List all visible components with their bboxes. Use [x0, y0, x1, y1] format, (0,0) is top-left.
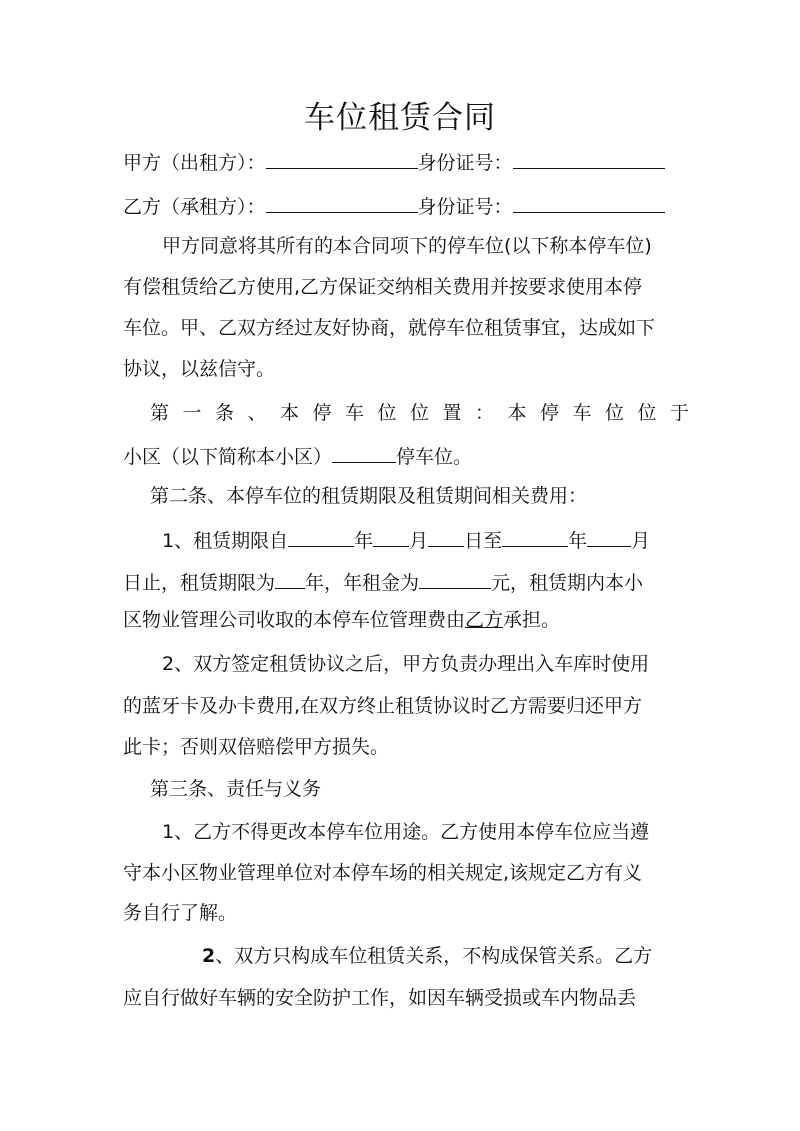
term-text: 日止，租赁期限为	[123, 572, 276, 594]
item-number: 2	[202, 945, 216, 967]
article3-item1-line: 1、乙方不得更改本停车位用途。乙方使用本停车位应当遵	[162, 821, 650, 843]
intro-line: 甲方同意将其所有的本合同项下的停车位(以下称本停车位)	[162, 235, 652, 257]
party-b-id-blank[interactable]	[513, 190, 665, 213]
start-month-blank[interactable]	[373, 524, 409, 547]
annual-rent-blank[interactable]	[419, 566, 491, 589]
term-text: 年	[354, 530, 374, 552]
term-text: 年	[568, 530, 588, 552]
term-text: 承担。	[503, 609, 561, 631]
party-b-line	[123, 190, 683, 221]
article1-text: 停车位。	[396, 446, 473, 468]
article1-line	[123, 440, 683, 471]
article3-heading: 第三条、责任与义务	[150, 778, 322, 800]
document-title: 车位租赁合同	[304, 100, 496, 136]
article2-item1-line	[162, 524, 722, 555]
term-text: 日至	[464, 530, 503, 552]
end-month-blank[interactable]	[587, 524, 631, 547]
party-b-name-blank[interactable]	[266, 190, 418, 213]
party-a-id-blank[interactable]	[513, 146, 665, 169]
intro-line: 车位。甲、乙双方经过友好协商，就停车位租赁事宜，达成如下	[123, 317, 656, 339]
article2-item2-line: 的蓝牙卡及办卡费用,在双方终止租赁协议时乙方需要归还甲方	[123, 695, 643, 717]
article2-item1-line	[123, 606, 683, 634]
party-b-label: 乙方（承租方）：	[123, 196, 266, 218]
party-a-name-blank[interactable]	[266, 146, 418, 169]
term-text: 元，租赁期内本小	[491, 572, 644, 594]
party-a-label: 甲方（出租方）：	[123, 152, 266, 174]
start-year-blank[interactable]	[288, 524, 354, 547]
parking-number-blank[interactable]	[332, 440, 396, 463]
article1-line: 第一条、本停车位位置：本停车位位于	[150, 402, 703, 424]
party-a-id-label: 身份证号：	[417, 152, 513, 174]
start-day-blank[interactable]	[428, 524, 464, 547]
fee-payer: 乙方	[465, 609, 504, 631]
party-b-id-label: 身份证号：	[417, 196, 513, 218]
intro-line: 有偿租赁给乙方使用,乙方保证交纳相关费用并按要求使用本停	[123, 276, 643, 298]
term-years-blank[interactable]	[275, 566, 305, 589]
article2-item2-line: 此卡；否则双倍赔偿甲方损失。	[123, 736, 390, 758]
article3-item1-line: 守本小区物业管理单位对本停车场的相关规定,该规定乙方有义	[123, 862, 643, 884]
article3-item2-line: 应自行做好车辆的安全防护工作，如因车辆受损或车内物品丢	[123, 987, 637, 1009]
article2-item1-line	[123, 566, 683, 597]
article3-text: 、双方只构成车位租赁关系，不构成保管关系。乙方	[215, 945, 653, 967]
term-text: 区物业管理公司收取的本停车位管理费由	[123, 609, 466, 631]
article2-item2-line: 2、双方签定租赁协议之后，甲方负责办理出入车库时使用	[162, 653, 650, 675]
article3-item1-line: 务自行了解。	[123, 902, 238, 924]
article3-item2-line	[202, 942, 762, 970]
end-year-blank[interactable]	[502, 524, 568, 547]
term-text: 月	[631, 530, 651, 552]
article1-text: 小区（以下简称本小区）	[123, 446, 333, 468]
term-text: 1、租赁期限自	[162, 530, 289, 552]
party-a-line	[123, 146, 683, 177]
intro-line: 协议，以兹信守。	[123, 358, 276, 380]
article2-heading: 第二条、本停车位的租赁期限及租赁期间相关费用：	[150, 485, 588, 507]
term-text: 年，年租金为	[305, 572, 420, 594]
term-text: 月	[409, 530, 429, 552]
